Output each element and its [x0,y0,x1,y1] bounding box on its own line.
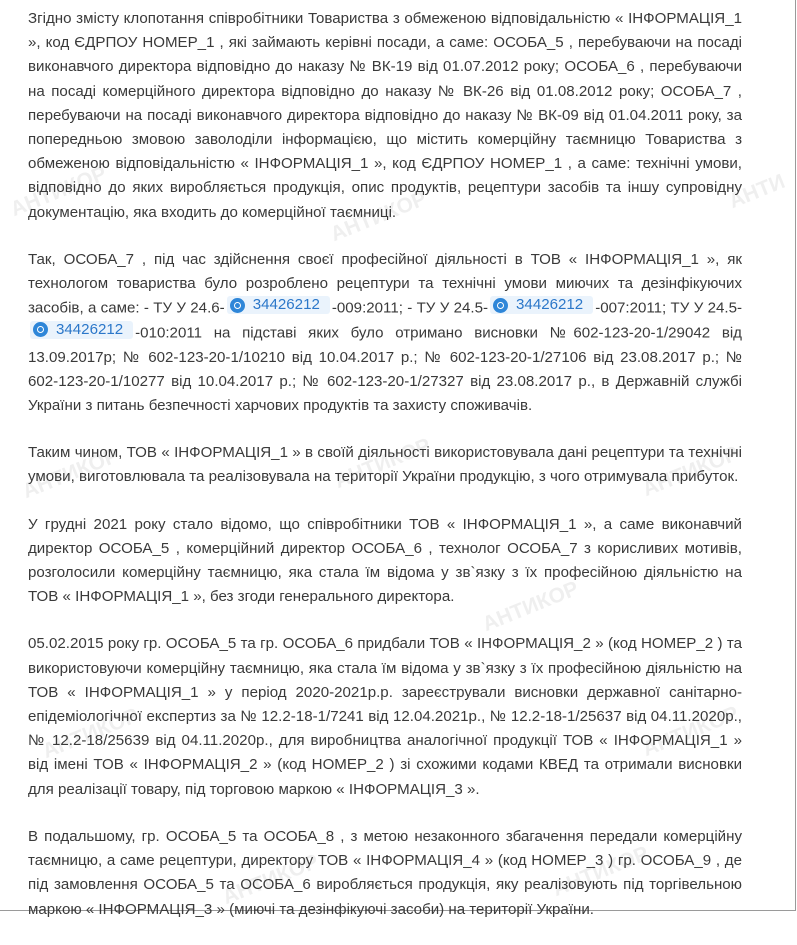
paragraph-text: -007:2011; ТУ У 24.5- [595,299,743,317]
paragraph-text: -010:2011 на підставі яких було отримано висновки №602-123-20-1/29042 від 13.09.2017р; № 602-123-20-1/10210 від 10.04.2017 р.; № 602-123-20-1/27106 від 23.08.2017 р.; № 602-123-20-1/10277 від 10.04.2017 р.; № 602-123-20-1/27327 від 23.08.2017 р., в Державній службі України з питань безпечності харчових продуктів та захисту споживачів. [28,324,742,415]
watermark: АНТИКОР [331,433,434,494]
watermark: АНТИКОР [19,443,122,504]
paragraph: У грудні 2021 року стало відомо, що співробітники ТОВ « ІНФОРМАЦІЯ_1 », а саме виконавчий директор ОСОБА_5 , комерційний директор ОСОБА_6 , технолог ОСОБА_7 з корисливих мотивів, розголосили комерційну таємницю, яка стала їм відома у зв`язку з їх професійною діяльністю на ТОВ « ІНФОРМАЦІЯ_1 », без згоди генерального директора. [28,515,742,606]
edrpou-link[interactable] [490,296,593,314]
paragraph: 05.02.2015 року гр. ОСОБА_5 та гр. ОСОБА_6 придбали ТОВ « ІНФОРМАЦІЯ_2 » (код НОМЕР_2 ) та використовуючи комерційну таємницю, яка стала їм відома у зв`язку з їх професійною діяльністю на ТОВ « ІНФОРМАЦІЯ_1 » у період 2020-2021р.р. зареєстрували висновки державної санітарно-епідеміологічної експертиз за № 12.2-18-1/7241 від 12.04.2021р., № 12.2-18-1/25637 від 04.11.2020р., № 12.2-18/25639 від 04.11.2020р., для виробництва аналогічної продукції ТОВ « ІНФОРМАЦІЯ_1 » від імені ТОВ « ІНФОРМАЦІЯ_2 » (код НОМЕР_2 ) зі схожими кодами КВЕД та отримали висновки для реалізації товару, під торговою маркою « ІНФОРМАЦІЯ_3 ». [28,635,742,798]
watermark: АНТИКОР [219,849,322,910]
watermark: АНТИКОР [327,186,430,247]
edrpou-code: 34426212 [252,296,320,314]
paragraph: Згідно змісту клопотання співробітники Товариства з обмеженою відповідальністю « ІНФОРМАЦІЯ_1 », код ЄДРПОУ НОМЕР_1 , які займають керівні посади, а саме: ОСОБА_5 , перебуваючи на посаді виконавчого директора відповідно до наказу № ВК-19 від 01.07.2012 року; ОСОБА_6 , перебуваючи на посаді комерційного директора відповідно до наказу № ВК-26 від 01.08.2012 року; ОСОБА_7 , перебуваючи на посаді виконавчого директора відповідно до наказу № ВК-09 від 01.04.2011 року, за попередньою змовою заволоділи інформацією, що містить комерційну таємницю Товариства з обмеженою відповідальністю « ІНФОРМАЦІЯ_1 », код ЄДРПОУ НОМЕР_1 , а саме: технічні умови, відповідно до яких виробляється продукція, опис продуктів, рецептури засобів та іншу супровідну документацію, яка входить до комерційної таємниці. [28,10,742,221]
document-body [28,7,742,945]
watermark: АНТИКОР [7,161,110,222]
watermark: АНТИ [725,169,789,214]
paragraph [28,248,742,418]
watermark: АНТИКОР [549,841,652,902]
edrpou-code: 34426212 [516,296,584,314]
watermark: АНТИКОР [479,576,582,637]
edrpou-code: 34426212 [56,320,124,338]
watermark: АНТИКОР [39,703,142,764]
watermark: АНТИКОР [639,701,742,762]
paragraph: Таким чином, ТОВ « ІНФОРМАЦІЯ_1 » в своїй діяльності використовувала дані рецептури та технічні умови, виготовлювала та реалізовувала на території України продукцію, з чого отримувала прибуток. [28,444,742,486]
company-info-icon [493,298,508,313]
paragraph-text: -009:2011; - ТУ У 24.5- [331,299,489,317]
edrpou-link[interactable] [227,296,330,314]
company-info-icon [230,298,245,313]
paragraph-text: Так, ОСОБА_7 , під час здійснення своєї професійної діяльності в ТОВ « ІНФОРМАЦІЯ_1 », як технологом товариства було розроблено рецептури та технічні умови миючих та дезінфікуючих засобів, а саме: - ТУ У 24.6- [28,250,742,317]
edrpou-link[interactable] [30,321,133,339]
company-info-icon [33,322,48,337]
paragraph: В подальшому, гр. ОСОБА_5 та ОСОБА_8 , з метою незаконного збагачення передали комерційну таємницю, а саме рецептури, директору ТОВ « ІНФОРМАЦІЯ_4 » (код НОМЕР_3 ) гр. ОСОБА_9 , де під замовлення ОСОБА_5 та ОСОБА_6 виробляється продукція, яку реалізовують під торгівельною маркою « ІНФОРМАЦІЯ_3 » (миючі та дезінфікуючі засоби) на території України. [28,827,742,918]
watermark: АНТИКОР [639,441,742,502]
